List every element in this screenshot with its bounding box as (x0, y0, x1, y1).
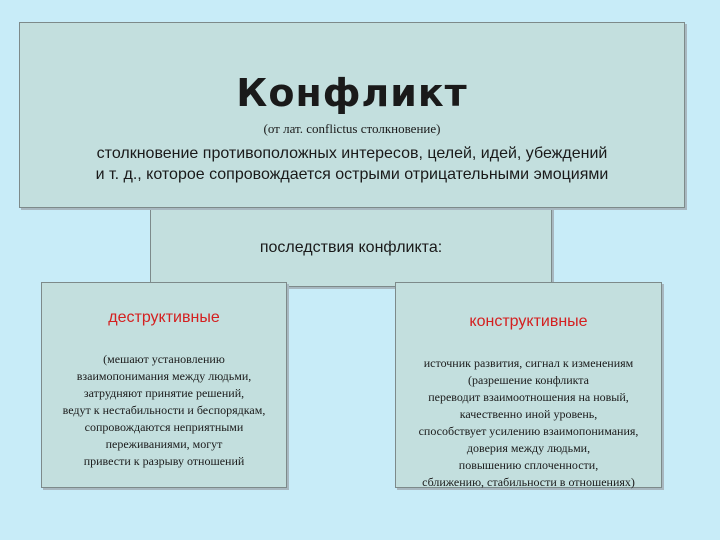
destructive-title: деструктивные (108, 309, 220, 326)
destructive-line: (мешают установлению (103, 352, 225, 366)
constructive-line: способствует усилению взаимопонимания, (418, 424, 639, 438)
conflict-definition-box (19, 22, 685, 208)
definition-line: и т. д., которое сопровождается острыми отрицательными эмоциями (95, 166, 609, 183)
destructive-line: взаимопонимания между людьми, (76, 369, 252, 383)
etymology-text: (от лат. conflictus столкновение) (263, 121, 441, 136)
constructive-line: доверия между людьми, (466, 441, 591, 455)
constructive-description (400, 355, 657, 491)
destructive-line: сопровождаются неприятными (84, 420, 244, 434)
constructive-line: сближению, стабильности в отношениях) (422, 475, 635, 489)
constructive-line: повышению сплоченности, (458, 458, 599, 472)
constructive-line: источник развития, сигнал к изменениям (423, 356, 634, 370)
constructive-box (395, 282, 662, 488)
destructive-line: ведут к нестабильности и беспорядкам, (62, 403, 266, 417)
definition-text (34, 143, 670, 185)
constructive-line: качественно иной уровень, (459, 407, 598, 421)
conflict-title: Конфликт (236, 71, 468, 115)
destructive-line: привести к разрыву отношений (83, 454, 245, 468)
destructive-line: переживаниями, могут (105, 437, 223, 451)
destructive-box (41, 282, 287, 488)
consequences-label: последствия конфликта: (259, 239, 443, 256)
constructive-line: переводит взаимоотношения на новый, (428, 390, 629, 404)
destructive-line: затрудняют принятие решений, (83, 386, 245, 400)
constructive-title: конструктивные (469, 313, 588, 330)
consequences-box (150, 205, 552, 287)
definition-line: столкновение противоположных интересов, целей, идей, убеждений (96, 145, 608, 162)
constructive-line: (разрешение конфликта (467, 373, 590, 387)
destructive-description (46, 351, 282, 470)
